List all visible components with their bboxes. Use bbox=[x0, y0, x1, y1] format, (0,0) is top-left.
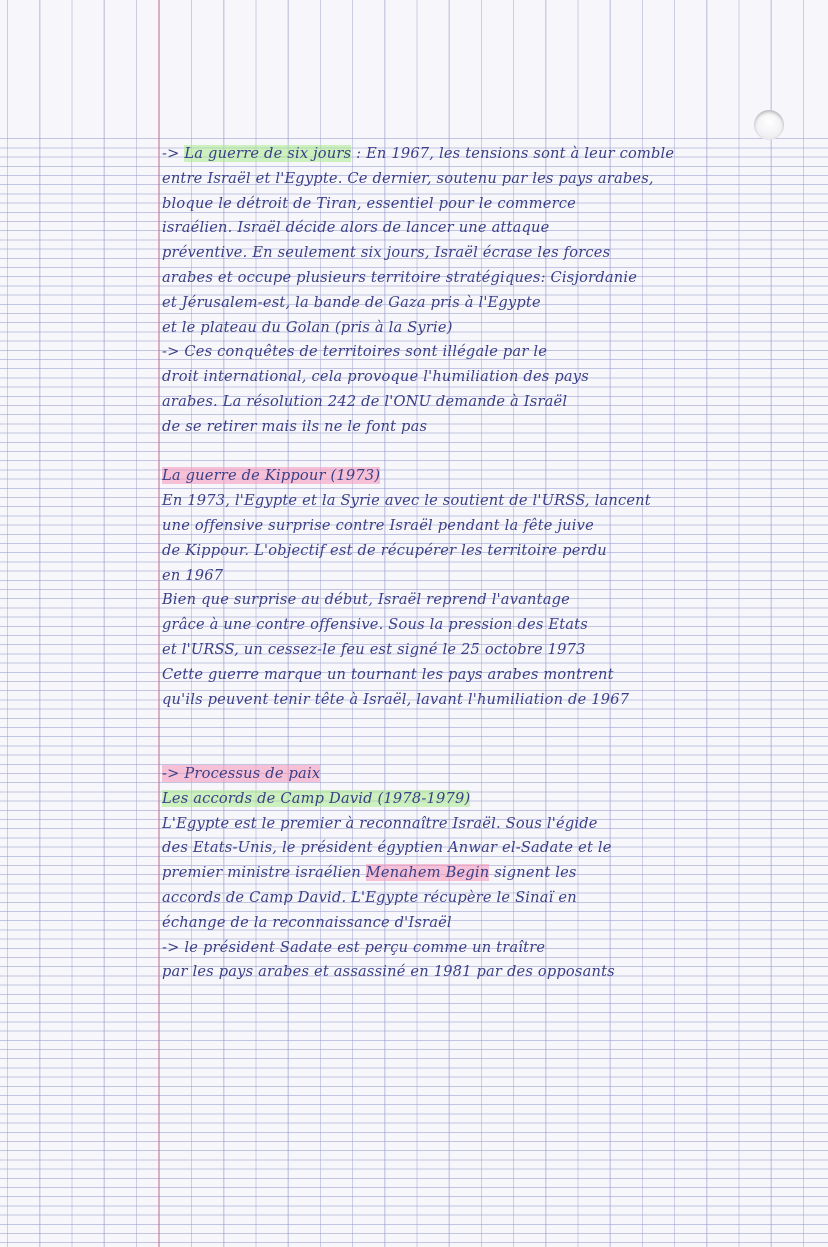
section-heading-line bbox=[162, 464, 822, 489]
note-line: et l'URSS, un cessez-le feu est signé le 25 octobre 1973 bbox=[162, 640, 586, 658]
section-heading-line bbox=[162, 762, 822, 787]
punch-hole bbox=[754, 110, 784, 140]
section-heading: -> Processus de paix bbox=[162, 764, 321, 782]
note-line: entre Israël et l'Egypte. Ce dernier, soutenu par les pays arabes, bbox=[162, 169, 654, 187]
note-line: Bien que surprise au début, Israël reprend l'avantage bbox=[162, 591, 570, 609]
note-line: de Kippour. L'objectif est de récupérer les territoire perdu bbox=[162, 541, 607, 559]
note-line: accords de Camp David. L'Egypte récupère le Sinaï en bbox=[162, 888, 577, 906]
note-line: préventive. En seulement six jours, Israël écrase les forces bbox=[162, 244, 611, 262]
note-line: une offensive surprise contre Israël pendant la fête juive bbox=[162, 516, 594, 534]
note-line bbox=[162, 861, 822, 886]
note-line: israélien. Israël décide alors de lancer une attaque bbox=[162, 219, 550, 237]
note-line: Cette guerre marque un tournant les pays arabes montrent bbox=[162, 665, 614, 683]
note-text: : En 1967, les tensions sont à leur comble bbox=[356, 145, 675, 162]
note-line: arabes et occupe plusieurs territoire stratégiques: Cisjordanie bbox=[162, 268, 638, 286]
note-line: bloque le détroit de Tiran, essentiel pour le commerce bbox=[162, 194, 576, 212]
highlighted-name: Menahem Begin bbox=[365, 864, 490, 882]
section-heading: La guerre de Kippour (1973) bbox=[162, 467, 381, 485]
margin-line bbox=[158, 0, 160, 1247]
note-line: arabes. La résolution 242 de l'ONU demande à Israël bbox=[162, 392, 568, 410]
section-heading: La guerre de six jours bbox=[184, 145, 352, 162]
note-line: -> le président Sadate est perçu comme un traître bbox=[162, 938, 546, 956]
note-line: par les pays arabes et assassiné en 1981 par des opposants bbox=[162, 963, 615, 981]
note-line: grâce à une contre offensive. Sous la pression des Etats bbox=[162, 616, 588, 634]
handwritten-notes bbox=[162, 142, 822, 985]
note-line: échange de la reconnaissance d'Israël bbox=[162, 913, 452, 931]
subheading-line bbox=[162, 787, 822, 812]
note-line: -> Ces conquêtes de territoires sont illégale par le bbox=[162, 343, 548, 361]
note-line: droit international, cela provoque l'humiliation des pays bbox=[162, 368, 589, 386]
spacer bbox=[162, 712, 822, 737]
section-heading-line bbox=[162, 142, 822, 167]
page-top-margin bbox=[0, 0, 828, 130]
note-line: et le plateau du Golan (pris à la Syrie) bbox=[162, 318, 453, 336]
note-line: et Jérusalem-est, la bande de Gaza pris à l'Egypte bbox=[162, 293, 541, 311]
note-line: en 1967 bbox=[162, 566, 224, 584]
note-line: En 1973, l'Egypte et la Syrie avec le soutient de l'URSS, lancent bbox=[162, 492, 651, 510]
arrow: -> bbox=[162, 145, 180, 162]
spacer bbox=[162, 440, 822, 465]
note-line: L'Egypte est le premier à reconnaître Israël. Sous l'égide bbox=[162, 814, 598, 832]
note-line: qu'ils peuvent tenir tête à Israël, lavant l'humiliation de 1967 bbox=[162, 690, 630, 708]
subheading: Les accords de Camp David (1978-1979) bbox=[162, 789, 471, 807]
note-line: de se retirer mais ils ne le font pas bbox=[162, 417, 428, 435]
note-text: premier ministre israélien bbox=[162, 864, 361, 882]
note-text: signent les bbox=[494, 864, 577, 882]
note-line: des Etats-Unis, le président égyptien Anwar el-Sadate et le bbox=[162, 839, 612, 857]
spacer bbox=[162, 737, 822, 762]
